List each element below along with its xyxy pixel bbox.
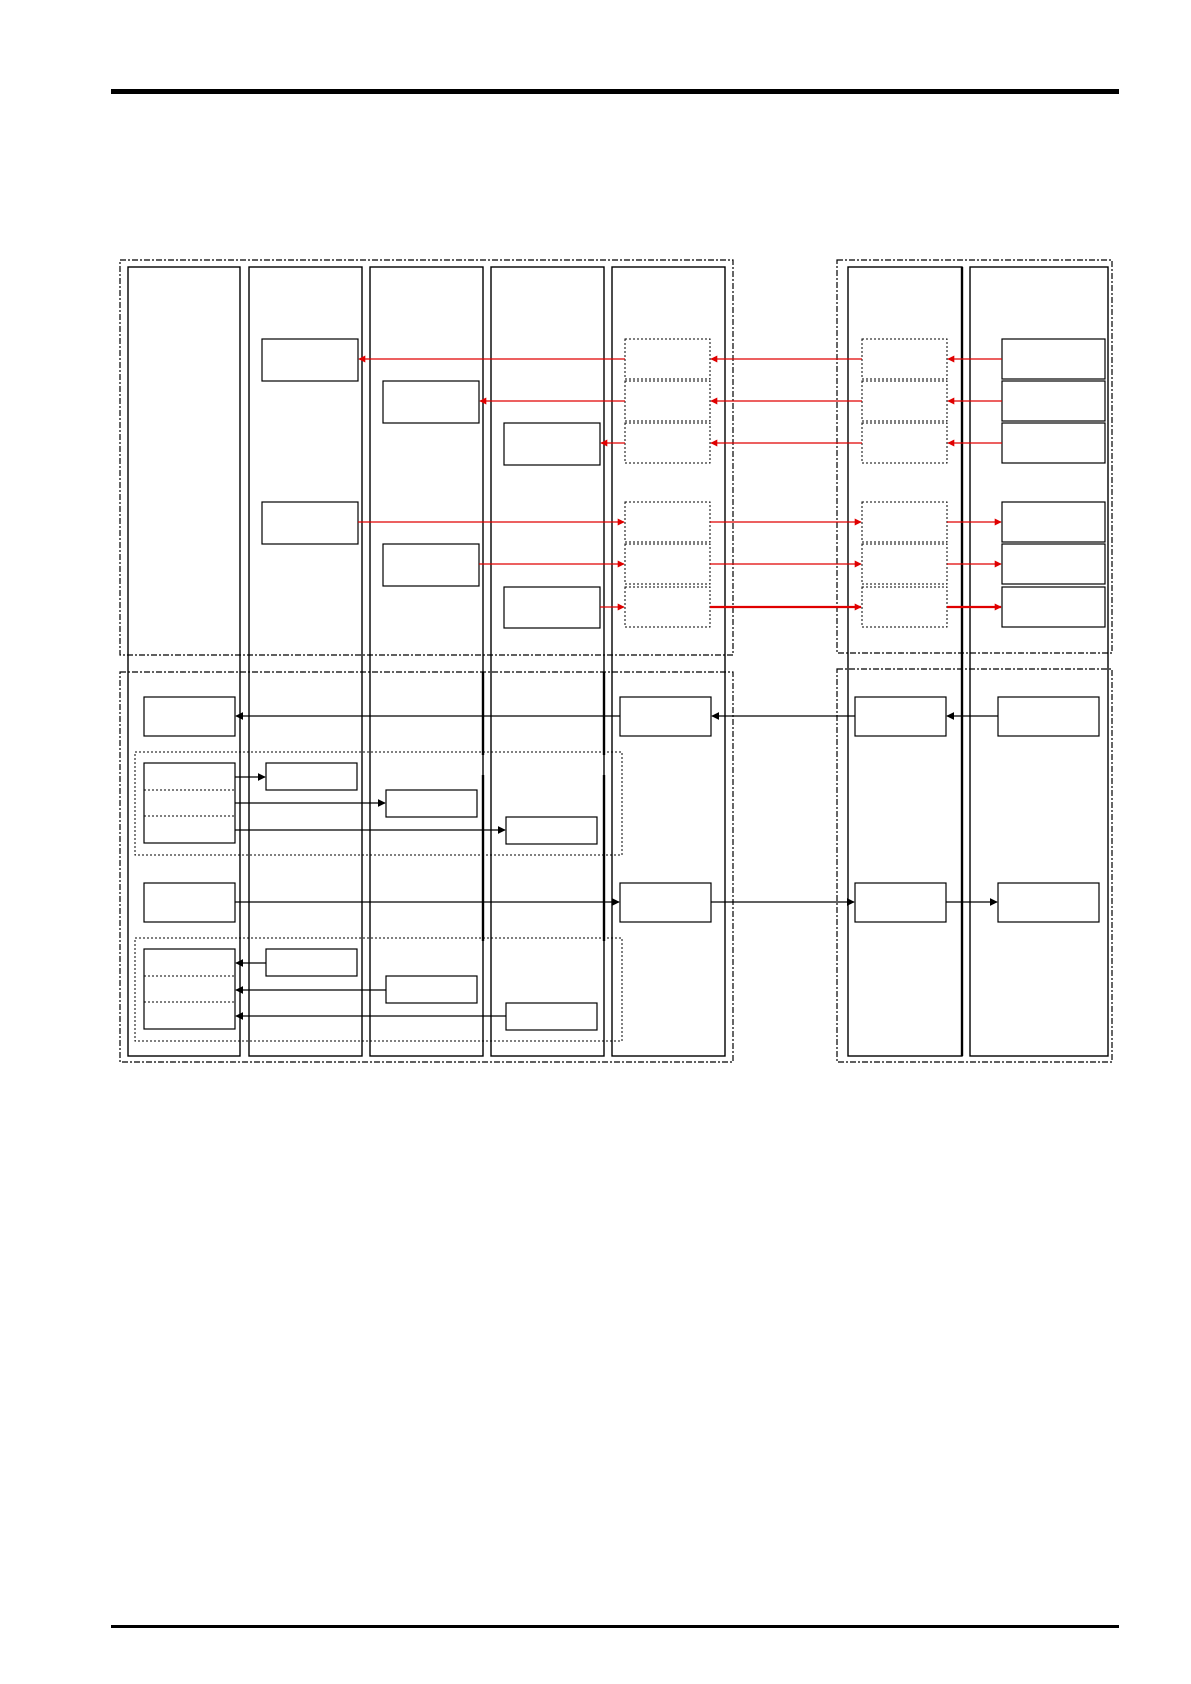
upper-dotted-boxes [625,339,947,627]
fanout-source [144,763,235,843]
box-r7-1 [1002,339,1105,379]
fanin-s1 [266,949,357,976]
box-r7-2 [1002,381,1105,421]
box-r7-6 [1002,587,1105,627]
ctrl-l7-b [998,883,1099,922]
ctrl-l1-b [144,883,235,922]
left-system-frame [120,260,733,1062]
ctrl-l6-a [855,697,946,736]
relay-l5-5 [625,544,710,584]
box-lane4-in [504,423,600,465]
box-lane3-out [383,544,479,586]
header-rule [111,89,1119,94]
lane-2 [249,267,362,1056]
fanout-t3 [506,817,597,844]
box-r7-5 [1002,544,1105,584]
ctrl-l5-b [620,883,711,922]
ctrl-l1-a [144,697,235,736]
relay-l6-3 [862,423,947,463]
relay-l6-1 [862,339,947,379]
relay-l5-3 [625,423,710,463]
relay-l5-2 [625,381,710,421]
footer-rule [111,1625,1119,1628]
right-system-frame [837,260,1112,1062]
box-lane4-out [504,587,600,628]
relay-l5-1 [625,339,710,379]
relay-l6-6 [862,587,947,627]
box-lane2-out [262,502,358,544]
box-r7-3 [1002,423,1105,463]
relay-l5-4 [625,502,710,542]
ctrl-l5-a [620,697,711,736]
box-lane3-in [383,381,479,423]
ctrl-l6-b [855,883,946,922]
relay-l6-4 [862,502,947,542]
fanout-t2 [386,790,477,817]
relay-l6-2 [862,381,947,421]
box-lane2-in [262,339,358,381]
relay-l6-5 [862,544,947,584]
fanout-t1 [266,763,357,790]
fanin-s2 [386,976,477,1003]
fanin-s3 [506,1003,597,1030]
box-r7-4 [1002,502,1105,542]
relay-l5-6 [625,587,710,627]
fanin-sink [144,949,235,1029]
ctrl-l7-a [998,697,1099,736]
